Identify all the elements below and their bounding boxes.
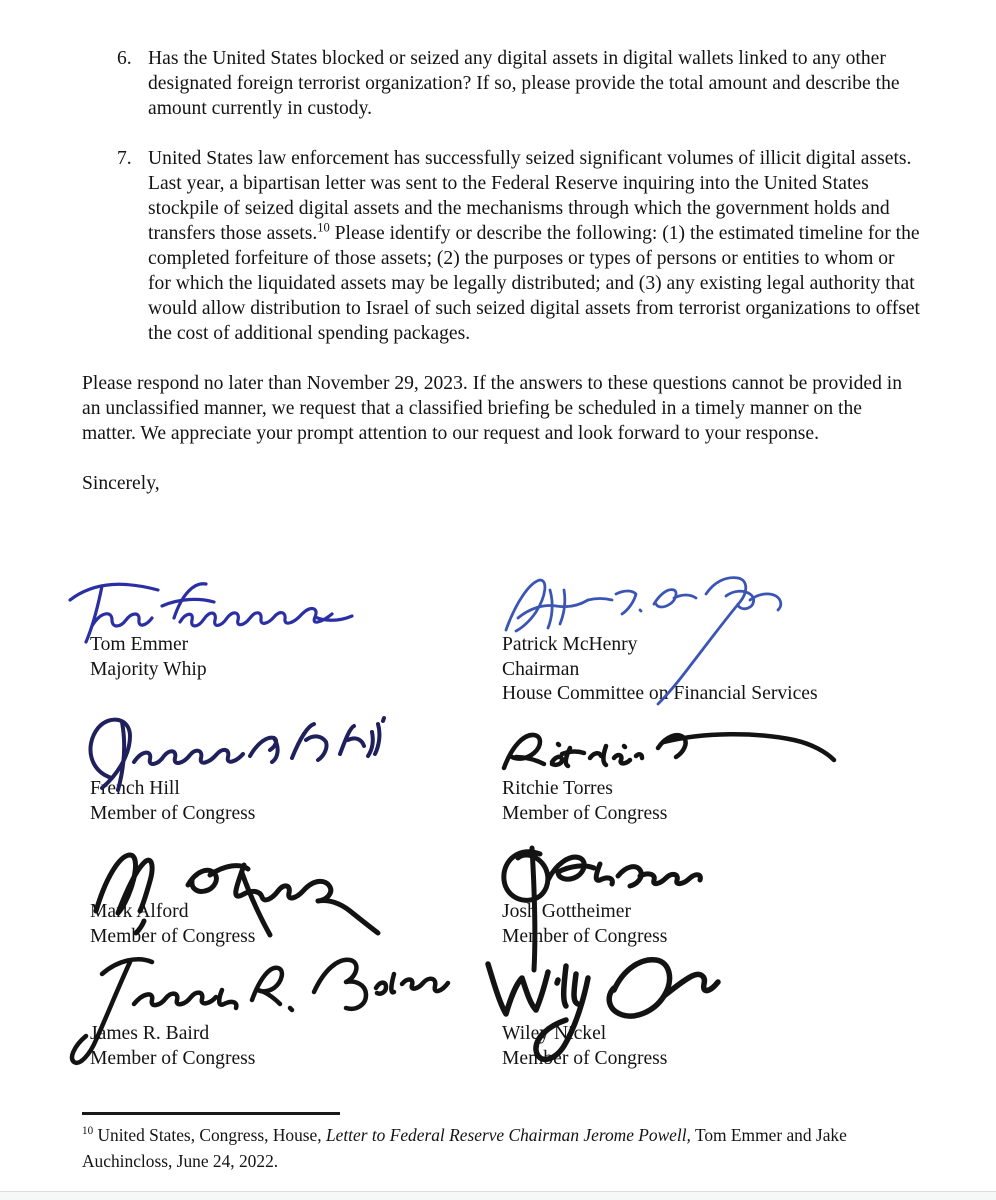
signer-title: Member of Congress [502,1047,668,1069]
footnote-10-reference: 10 [317,220,330,235]
ritchie-torres-signature [494,726,844,782]
signer-org: House Committee on Financial Services [502,683,818,704]
signer-title: Member of Congress [502,925,668,947]
signer-name: Wiley Nickel [502,1023,607,1044]
signer-name: James R. Baird [90,1023,210,1044]
james-baird-labels [90,1022,255,1071]
tom-emmer-labels [90,633,207,682]
ritchie-torres-labels [502,777,667,826]
signer-name: Ritchie Torres [502,778,613,799]
french-hill-signature [78,712,438,794]
question-7-text-after: Please identify or describe the following: (1) the estimated timeline for the completed forfeiture of those assets; (2) the purposes or types of persons or entities to whom or for which the liquidated assets may be legally distributed; and (3) any existing legal authority that would allow distribution to Israel of such seized digital assets from terrorist organizations to offset the cost of additional spending packages. [148,223,920,344]
letter-body [82,46,920,521]
question-6-number: 6. [117,48,132,69]
patrick-mchenry-labels [502,633,818,707]
footnote-10-marker: 10 [82,1125,94,1138]
mark-alford-signature [84,843,464,938]
signer-name: Josh Gottheimer [502,901,631,922]
james-baird-signature [66,952,466,1077]
mark-alford-labels [90,900,255,949]
signer-name: Mark Alford [90,901,189,922]
wiley-nickel-labels [502,1022,667,1071]
footnote-10 [82,1122,916,1174]
question-7-number: 7. [117,148,132,169]
signer-title: Majority Whip [90,658,207,680]
footnote-separator [82,1112,340,1115]
question-6-text: Has the United States blocked or seized any digital assets in digital wallets linked to any other designated foreign terrorist organization? If so, please provide the total amount and describe the amount currently in custody. [148,48,900,119]
french-hill-labels [90,777,255,826]
signer-title: Member of Congress [90,802,256,824]
question-7 [82,146,920,346]
signer-title: Member of Congress [502,802,668,824]
josh-gottheimer-signature [492,842,732,977]
question-7-text-before: United States law enforcement has successfully seized significant volumes of illicit digital assets. Last year, a bipartisan letter was sent to the Federal Reserve inquiring into the United States stockpile of seized digital assets and the mechanisms through which the government holds and transfers those assets. [148,148,912,244]
footnote-cited-title: Letter to Federal Reserve Chairman Jerome Powell, [325,1125,691,1145]
josh-gottheimer-labels [502,900,667,949]
valediction: Sincerely, [82,473,160,494]
signer-title: Member of Congress [90,925,256,947]
signer-name: French Hill [90,778,180,799]
signer-title: Member of Congress [90,1047,256,1069]
page-bottom-edge [0,1191,996,1200]
question-7-text [148,146,920,346]
wiley-nickel-signature [478,952,728,1072]
tom-emmer-signature [62,572,362,644]
signer-title: Chairman [502,658,580,680]
question-6 [82,46,920,121]
signer-name: Patrick McHenry [502,634,638,655]
closing-paragraph: Please respond no later than November 29, 2023. If the answers to these questions cannot be provided in an unclassified manner, we request that a classified briefing be scheduled in a timely manner on the matter. We appreciate your prompt attention to our request and look forward to your response. [82,373,903,444]
footnote-text-1: United States, Congress, House, [93,1125,326,1145]
signer-name: Tom Emmer [90,634,189,655]
footnote-text-2: Tom Emmer and Jake Auchincloss, June 24, 2022. [82,1125,847,1171]
patrick-mchenry-signature [494,570,794,715]
